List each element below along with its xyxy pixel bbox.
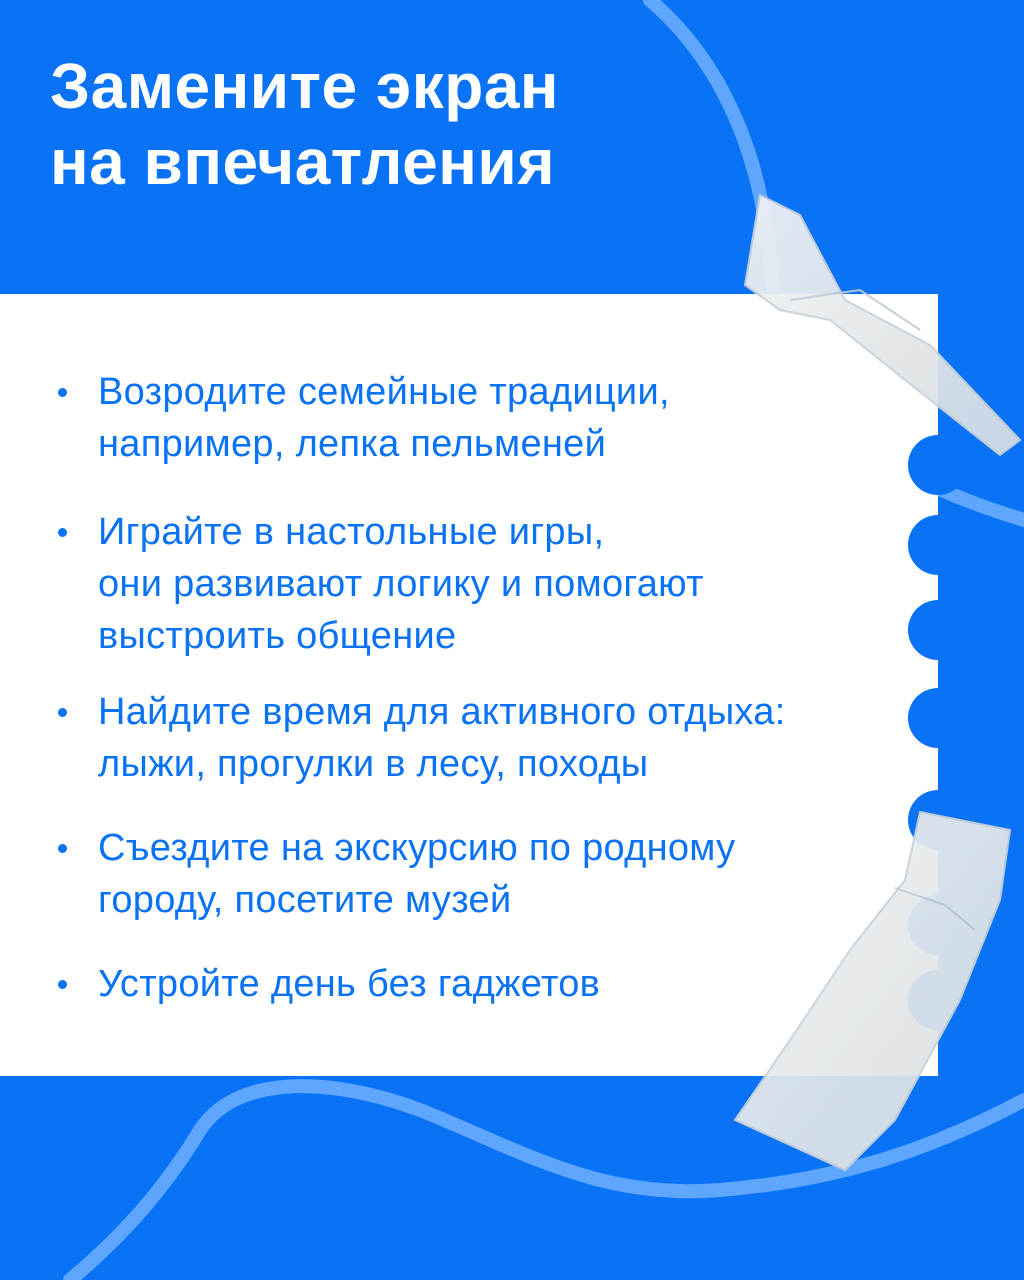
title-line-1: Замените экран — [50, 50, 560, 122]
tip-text: Устройте день без гаджетов — [98, 963, 601, 1005]
bottom-tape — [735, 812, 1010, 1170]
tip-text: Найдите время для активного отдыха: лыжи, прогулки в лесу, походы — [98, 691, 786, 785]
title-line-2: на впечатления — [50, 126, 556, 198]
top-tape — [745, 195, 1020, 455]
tip-text: Возродите семейные традиции, например, лепка пельменей — [98, 371, 670, 465]
tip-text: Съездите на экскурсию по родному городу, посетите музей — [98, 827, 736, 921]
tip-text: Играйте в настольные игры, они развивают логику и помогают выстроить общение — [98, 511, 704, 657]
